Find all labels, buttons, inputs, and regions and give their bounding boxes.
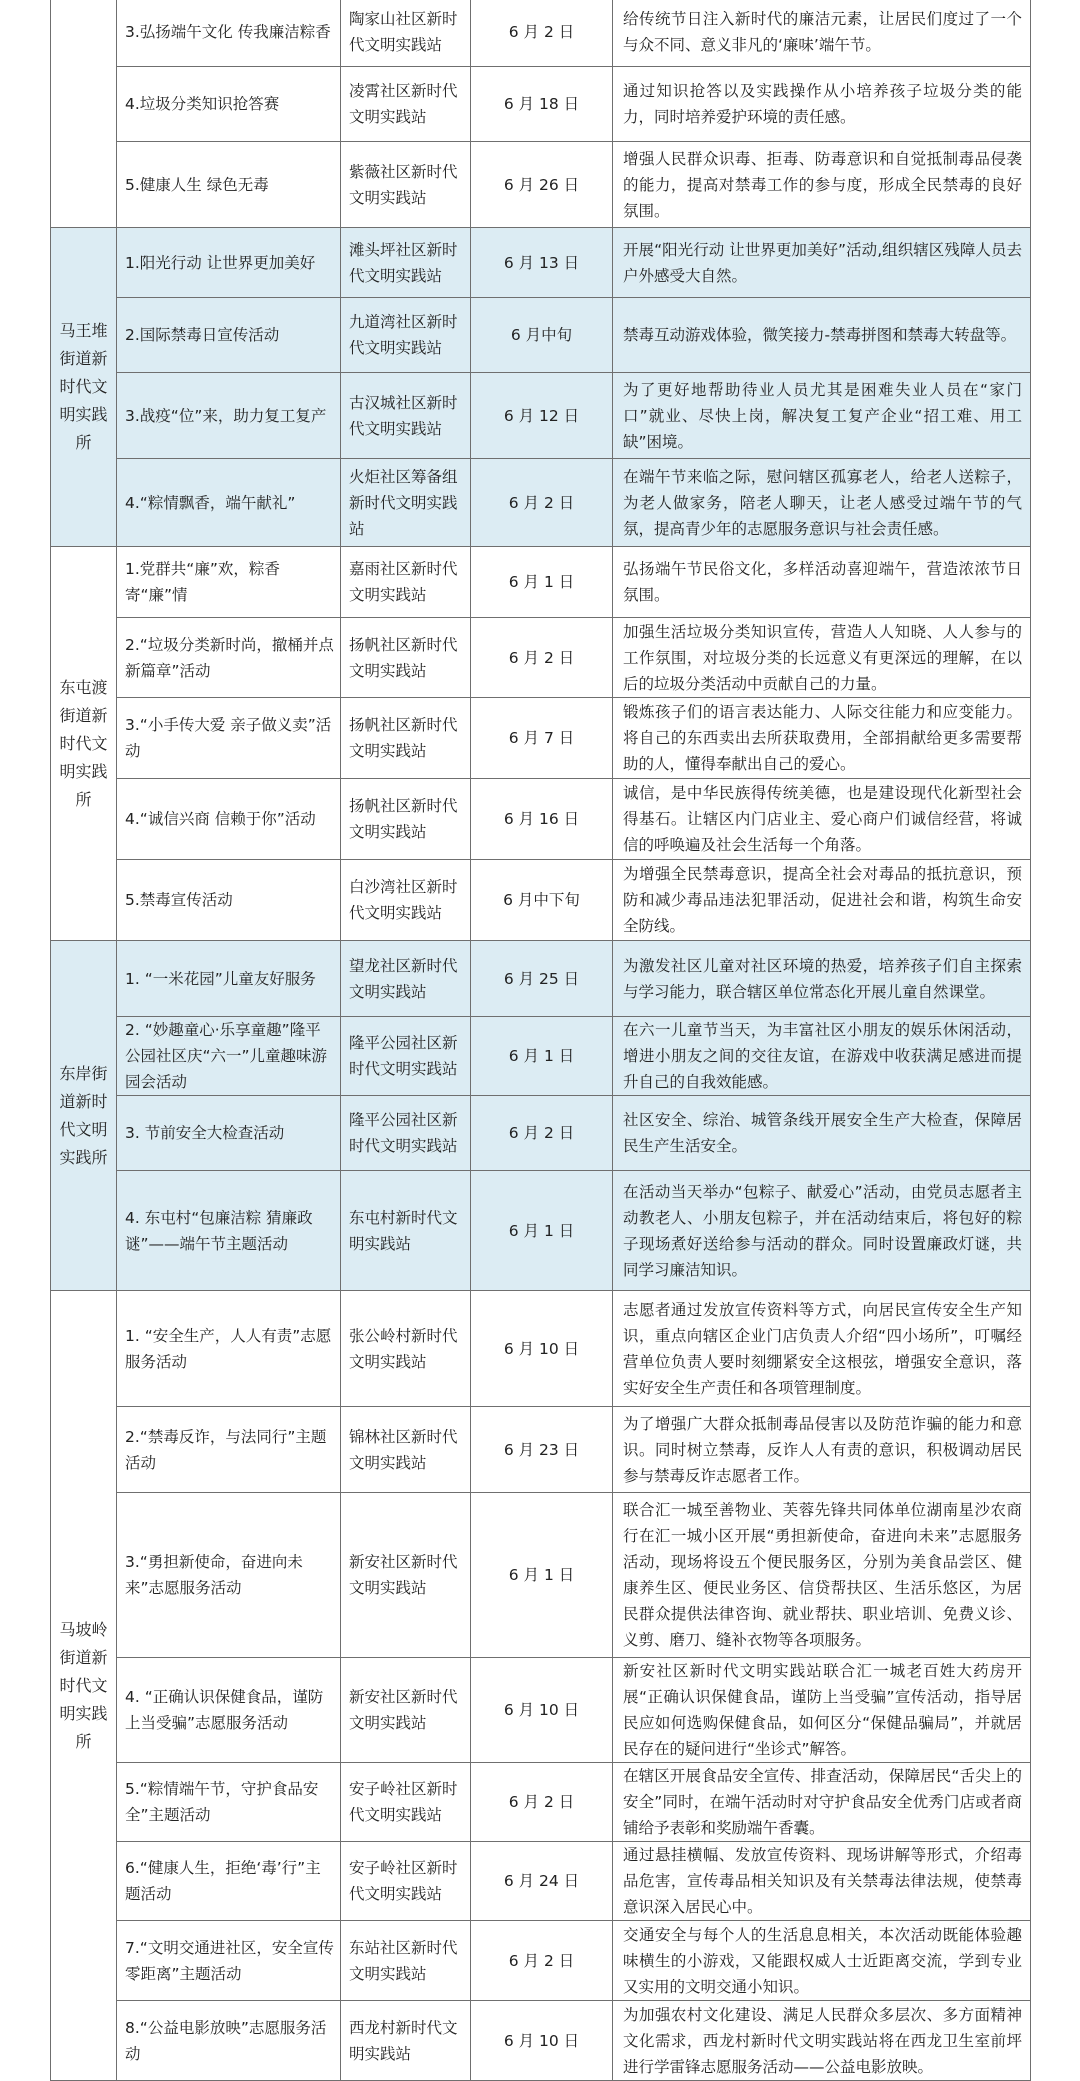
station-cell: 马坡岭街道新时代文明实践所 bbox=[51, 1291, 117, 2081]
table-row bbox=[51, 1096, 1031, 1171]
date-cell: 6 月 10 日 bbox=[471, 2001, 613, 2081]
site-cell: 凌霄社区新时代文明实践站 bbox=[341, 67, 471, 142]
date-cell: 6 月 2 日 bbox=[471, 0, 613, 67]
site-cell: 东屯村新时代文明实践站 bbox=[341, 1171, 471, 1291]
activity-cell: 1. “一米花园”儿童友好服务 bbox=[117, 941, 341, 1017]
site-cell: 古汉城社区新时代文明实践站 bbox=[341, 373, 471, 459]
description-cell: 在活动当天举办“包粽子、献爱心”活动，由党员志愿者主动教老人、小朋友包粽子，并在活动结束后，将包好的粽子现场煮好送给参与活动的群众。同时设置廉政灯谜，共同学习廉洁知识。 bbox=[613, 1171, 1031, 1291]
table-row bbox=[51, 779, 1031, 860]
description-cell: 为了更好地帮助待业人员尤其是困难失业人员在“家门口”就业、尽快上岗，解决复工复产企业“招工难、用工缺”困境。 bbox=[613, 373, 1031, 459]
date-cell: 6 月 13 日 bbox=[471, 228, 613, 298]
date-cell: 6 月 23 日 bbox=[471, 1407, 613, 1493]
activity-cell: 1.党群共“廉”欢，粽香寄“廉”情 bbox=[117, 547, 341, 618]
table-row bbox=[51, 1921, 1031, 2001]
activity-cell: 5.禁毒宣传活动 bbox=[117, 860, 341, 941]
description-cell: 给传统节日注入新时代的廉洁元素，让居民们度过了一个与众不同、意义非凡的‘廉味’端午节。 bbox=[613, 0, 1031, 67]
activity-cell: 4.“粽情飘香，端午献礼” bbox=[117, 459, 341, 547]
table-row bbox=[51, 1171, 1031, 1291]
table-row bbox=[51, 67, 1031, 142]
site-cell: 安子岭社区新时代文明实践站 bbox=[341, 1763, 471, 1842]
table-row bbox=[51, 1017, 1031, 1096]
description-cell: 弘扬端午节民俗文化，多样活动喜迎端午，营造浓浓节日氛围。 bbox=[613, 547, 1031, 618]
activity-cell: 1. “安全生产，人人有责”志愿服务活动 bbox=[117, 1291, 341, 1407]
description-cell: 社区安全、综治、城管条线开展安全生产大检查，保障居民生产生活安全。 bbox=[613, 1096, 1031, 1171]
table-row bbox=[51, 2001, 1031, 2081]
description-cell: 为激发社区儿童对社区环境的热爱，培养孩子们自主探索与学习能力，联合辖区单位常态化开展儿童自然课堂。 bbox=[613, 941, 1031, 1017]
site-cell: 望龙社区新时代文明实践站 bbox=[341, 941, 471, 1017]
table-row bbox=[51, 1493, 1031, 1658]
description-cell: 为加强农村文化建设、满足人民群众多层次、多方面精神文化需求，西龙村新时代文明实践站将在西龙卫生室前坪进行学雷锋志愿服务活动——公益电影放映。 bbox=[613, 2001, 1031, 2081]
activity-cell: 5.“粽情端午节，守护食品安全”主题活动 bbox=[117, 1763, 341, 1842]
activity-cell: 3.“小手传大爱 亲子做义卖”活动 bbox=[117, 698, 341, 779]
date-cell: 6 月中旬 bbox=[471, 298, 613, 373]
table-row bbox=[51, 1407, 1031, 1493]
activity-cell: 6.“健康人生，拒绝‘毒’行”主题活动 bbox=[117, 1842, 341, 1921]
site-cell: 滩头坪社区新时代文明实践站 bbox=[341, 228, 471, 298]
site-cell: 安子岭社区新时代文明实践站 bbox=[341, 1842, 471, 1921]
site-cell: 张公岭村新时代文明实践站 bbox=[341, 1291, 471, 1407]
site-cell: 扬帆社区新时代文明实践站 bbox=[341, 618, 471, 698]
description-cell: 增强人民群众识毒、拒毒、防毒意识和自觉抵制毒品侵袭的能力，提高对禁毒工作的参与度，形成全民禁毒的良好氛围。 bbox=[613, 142, 1031, 228]
table-row bbox=[51, 547, 1031, 618]
activity-cell: 2. “妙趣童心·乐享童趣”隆平公园社区庆“六一”儿童趣味游园会活动 bbox=[117, 1017, 341, 1096]
table-row bbox=[51, 0, 1031, 67]
description-cell: 为增强全民禁毒意识，提高全社会对毒品的抵抗意识，预防和减少毒品违法犯罪活动，促进社会和谐，构筑生命安全防线。 bbox=[613, 860, 1031, 941]
table-row bbox=[51, 1658, 1031, 1763]
site-cell: 扬帆社区新时代文明实践站 bbox=[341, 698, 471, 779]
site-cell: 扬帆社区新时代文明实践站 bbox=[341, 779, 471, 860]
site-cell: 新安社区新时代文明实践站 bbox=[341, 1493, 471, 1658]
description-cell: 开展“阳光行动 让世界更加美好”活动,组织辖区残障人员去户外感受大自然。 bbox=[613, 228, 1031, 298]
description-cell: 禁毒互动游戏体验，微笑接力-禁毒拼图和禁毒大转盘等。 bbox=[613, 298, 1031, 373]
date-cell: 6 月 7 日 bbox=[471, 698, 613, 779]
date-cell: 6 月 2 日 bbox=[471, 1763, 613, 1842]
table-row bbox=[51, 1291, 1031, 1407]
description-cell: 联合汇一城至善物业、芙蓉先锋共同体单位湖南星沙农商行在汇一城小区开展“勇担新使命，奋进向未来”志愿服务活动，现场将设五个便民服务区，分别为美食品尝区、健康养生区、便民业务区、信贷帮扶区、生活乐悠区，为居民群众提供法律咨询、就业帮扶、职业培训、免费义诊、义剪、磨刀、缝补衣物等各项服务。 bbox=[613, 1493, 1031, 1658]
table-row bbox=[51, 142, 1031, 228]
activity-cell: 1.阳光行动 让世界更加美好 bbox=[117, 228, 341, 298]
description-cell: 诚信，是中华民族得传统美德，也是建设现代化新型社会得基石。让辖区内门店业主、爱心商户们诚信经营，将诚信的呼唤遍及社会生活每一个角落。 bbox=[613, 779, 1031, 860]
date-cell: 6 月 2 日 bbox=[471, 459, 613, 547]
activity-cell: 3.弘扬端午文化 传我廉洁粽香 bbox=[117, 0, 341, 67]
activity-cell: 4. “正确认识保健食品，谨防上当受骗”志愿服务活动 bbox=[117, 1658, 341, 1763]
description-cell: 新安社区新时代文明实践站联合汇一城老百姓大药房开展“正确认识保健食品，谨防上当受骗”宣传活动，指导居民应如何选购保健食品，如何区分“保健品骗局”，并就居民存在的疑问进行“坐诊式”解答。 bbox=[613, 1658, 1031, 1763]
date-cell: 6 月 2 日 bbox=[471, 1096, 613, 1171]
date-cell: 6 月 1 日 bbox=[471, 547, 613, 618]
table-row bbox=[51, 860, 1031, 941]
activity-cell: 2.“垃圾分类新时尚，撤桶并点新篇章”活动 bbox=[117, 618, 341, 698]
table-row bbox=[51, 618, 1031, 698]
date-cell: 6 月 25 日 bbox=[471, 941, 613, 1017]
description-cell: 通过知识抢答以及实践操作从小培养孩子垃圾分类的能力，同时培养爱护环境的责任感。 bbox=[613, 67, 1031, 142]
station-cell: 东岸街道新时代文明实践所 bbox=[51, 941, 117, 1291]
date-cell: 6 月 26 日 bbox=[471, 142, 613, 228]
date-cell: 6 月 2 日 bbox=[471, 1921, 613, 2001]
site-cell: 陶家山社区新时代文明实践站 bbox=[341, 0, 471, 67]
table-row bbox=[51, 698, 1031, 779]
activity-cell: 4. 东屯村“包廉洁粽 猜廉政谜”——端午节主题活动 bbox=[117, 1171, 341, 1291]
table-body bbox=[51, 0, 1031, 2081]
description-cell: 交通安全与每个人的生活息息相关，本次活动既能体验趣味横生的小游戏，又能跟权威人士近距离交流，学到专业又实用的文明交通小知识。 bbox=[613, 1921, 1031, 2001]
table-row bbox=[51, 373, 1031, 459]
description-cell: 加强生活垃圾分类知识宣传，营造人人知晓、人人参与的工作氛围，对垃圾分类的长远意义有更深远的理解，在以后的垃圾分类活动中贡献自己的力量。 bbox=[613, 618, 1031, 698]
date-cell: 6 月中下旬 bbox=[471, 860, 613, 941]
activity-cell: 2.国际禁毒日宣传活动 bbox=[117, 298, 341, 373]
date-cell: 6 月 10 日 bbox=[471, 1291, 613, 1407]
date-cell: 6 月 18 日 bbox=[471, 67, 613, 142]
description-cell: 志愿者通过发放宣传资料等方式，向居民宣传安全生产知识，重点向辖区企业门店负责人介绍“四小场所”，叮嘱经营单位负责人要时刻绷紧安全这根弦，增强安全意识，落实好安全生产责任和各项管理制度。 bbox=[613, 1291, 1031, 1407]
date-cell: 6 月 2 日 bbox=[471, 618, 613, 698]
site-cell: 紫薇社区新时代文明实践站 bbox=[341, 142, 471, 228]
table-row bbox=[51, 298, 1031, 373]
activity-cell: 3.战疫“位”来，助力复工复产 bbox=[117, 373, 341, 459]
site-cell: 东站社区新时代文明实践站 bbox=[341, 1921, 471, 2001]
site-cell: 锦林社区新时代文明实践站 bbox=[341, 1407, 471, 1493]
station-cell: 东屯渡街道新时代文明实践所 bbox=[51, 547, 117, 941]
table-row bbox=[51, 1842, 1031, 1921]
table-row bbox=[51, 1763, 1031, 1842]
station-cell: 马王堆街道新时代文明实践所 bbox=[51, 228, 117, 547]
site-cell: 嘉雨社区新时代文明实践站 bbox=[341, 547, 471, 618]
activity-table bbox=[50, 0, 1031, 2081]
activity-cell: 7.“文明交通进社区，安全宣传零距离”主题活动 bbox=[117, 1921, 341, 2001]
date-cell: 6 月 1 日 bbox=[471, 1171, 613, 1291]
activity-cell: 5.健康人生 绿色无毒 bbox=[117, 142, 341, 228]
description-cell: 通过悬挂横幅、发放宣传资料、现场讲解等形式，介绍毒品危害，宣传毒品相关知识及有关禁毒法律法规，使禁毒意识深入居民心中。 bbox=[613, 1842, 1031, 1921]
table-row bbox=[51, 459, 1031, 547]
activity-cell: 4.“诚信兴商 信赖于你”活动 bbox=[117, 779, 341, 860]
description-cell: 在六一儿童节当天，为丰富社区小朋友的娱乐休闲活动，增进小朋友之间的交往友谊，在游戏中收获满足感进而提升自己的自我效能感。 bbox=[613, 1017, 1031, 1096]
station-cell bbox=[51, 0, 117, 228]
site-cell: 西龙村新时代文明实践站 bbox=[341, 2001, 471, 2081]
activity-cell: 3.“勇担新使命，奋进向未来”志愿服务活动 bbox=[117, 1493, 341, 1658]
date-cell: 6 月 16 日 bbox=[471, 779, 613, 860]
date-cell: 6 月 12 日 bbox=[471, 373, 613, 459]
site-cell: 隆平公园社区新时代文明实践站 bbox=[341, 1096, 471, 1171]
description-cell: 为了增强广大群众抵制毒品侵害以及防范诈骗的能力和意识。同时树立禁毒，反诈人人有责的意识，积极调动居民参与禁毒反诈志愿者工作。 bbox=[613, 1407, 1031, 1493]
description-cell: 锻炼孩子们的语言表达能力、人际交往能力和应变能力。将自己的东西卖出去所获取费用，全部捐献给更多需要帮助的人，懂得奉献出自己的爱心。 bbox=[613, 698, 1031, 779]
activity-cell: 8.“公益电影放映”志愿服务活动 bbox=[117, 2001, 341, 2081]
date-cell: 6 月 1 日 bbox=[471, 1017, 613, 1096]
description-cell: 在端午节来临之际，慰问辖区孤寡老人，给老人送粽子，为老人做家务，陪老人聊天，让老人感受过端午节的气氛，提高青少年的志愿服务意识与社会责任感。 bbox=[613, 459, 1031, 547]
site-cell: 九道湾社区新时代文明实践站 bbox=[341, 298, 471, 373]
description-cell: 在辖区开展食品安全宣传、排查活动，保障居民“舌尖上的安全”同时，在端午活动时对守护食品安全优秀门店或者商铺给予表彰和奖励端午香囊。 bbox=[613, 1763, 1031, 1842]
site-cell: 隆平公园社区新时代文明实践站 bbox=[341, 1017, 471, 1096]
table-row bbox=[51, 228, 1031, 298]
table-row bbox=[51, 941, 1031, 1017]
site-cell: 新安社区新时代文明实践站 bbox=[341, 1658, 471, 1763]
date-cell: 6 月 24 日 bbox=[471, 1842, 613, 1921]
activity-cell: 4.垃圾分类知识抢答赛 bbox=[117, 67, 341, 142]
date-cell: 6 月 10 日 bbox=[471, 1658, 613, 1763]
activity-cell: 3. 节前安全大检查活动 bbox=[117, 1096, 341, 1171]
activity-cell: 2.“禁毒反诈，与法同行”主题活动 bbox=[117, 1407, 341, 1493]
site-cell: 白沙湾社区新时代文明实践站 bbox=[341, 860, 471, 941]
site-cell: 火炬社区筹备组新时代文明实践站 bbox=[341, 459, 471, 547]
date-cell: 6 月 1 日 bbox=[471, 1493, 613, 1658]
